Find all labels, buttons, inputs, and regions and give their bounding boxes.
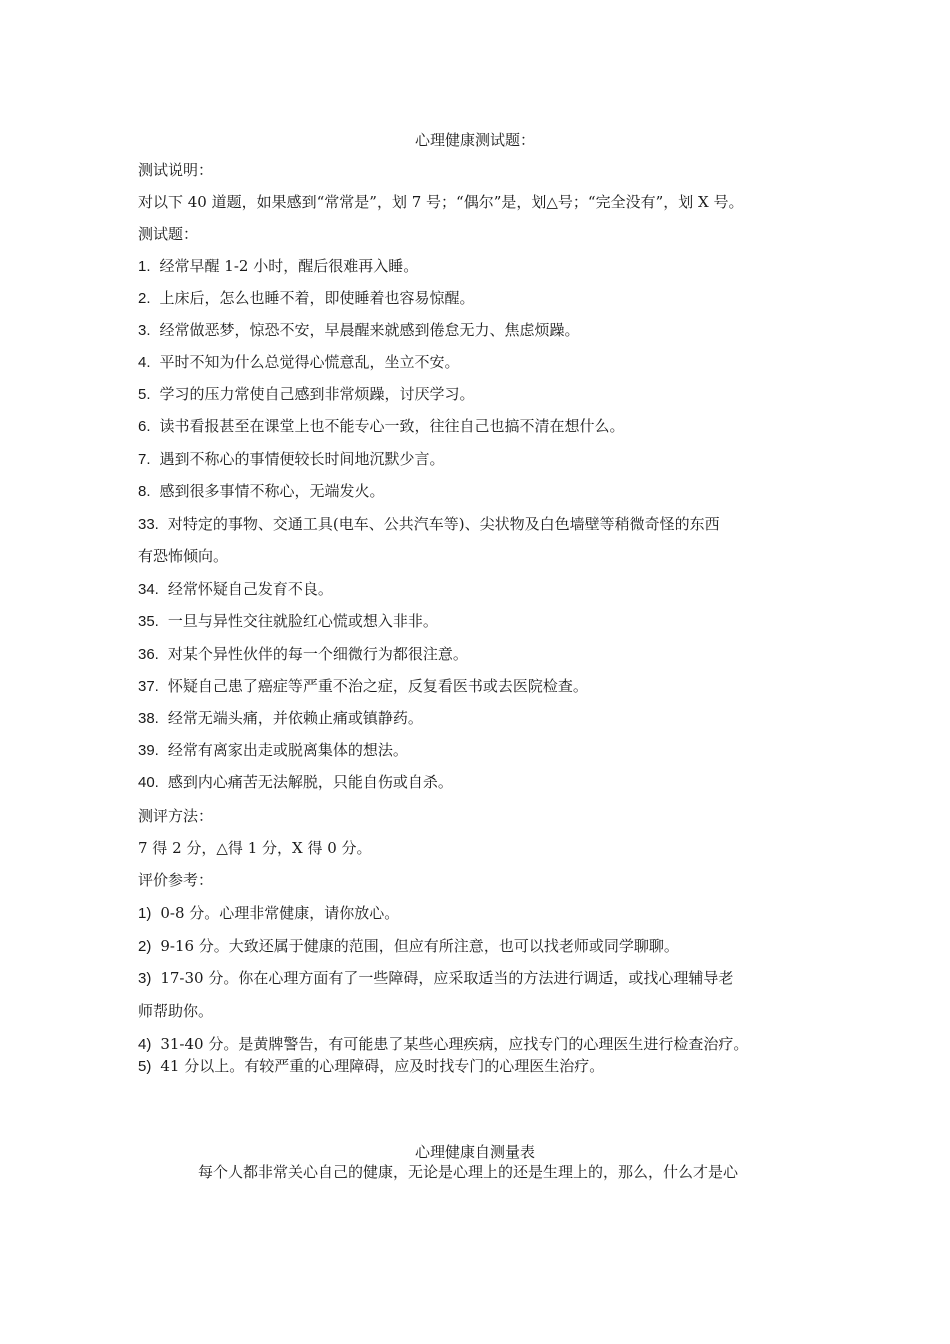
- question-text: 怀疑自己患了癌症等严重不治之症，反复看医书或去医院检查。: [167, 677, 588, 695]
- question-number: 37.: [138, 678, 159, 695]
- evaluation-item: [138, 936, 679, 957]
- question-item: [138, 644, 468, 665]
- question-number: 33.: [138, 516, 159, 533]
- question-text: 经常早醒 1-2 小时，醒后很难再入睡。: [159, 257, 419, 275]
- evaluation-text-continuation: 师帮助你。: [138, 1002, 214, 1020]
- evaluation-text: 0-8 分。心理非常健康，请你放心。: [160, 904, 400, 922]
- question-text: 遇到不称心的事情便较长时间地沉默少言。: [159, 450, 445, 468]
- question-item: [138, 579, 333, 600]
- question-number: 6.: [138, 418, 151, 435]
- question-item: [138, 708, 423, 729]
- question-text: 学习的压力常使自己感到非常烦躁，讨厌学习。: [159, 385, 475, 403]
- question-item: [138, 676, 588, 697]
- evaluation-item: [138, 903, 399, 924]
- evaluation-text: 17-30 分。你在心理方面有了一些障碍，应采取适当的方法进行调适，或找心理辅导老: [160, 969, 734, 987]
- evaluation-number: 1): [138, 905, 152, 922]
- question-number: 7.: [138, 451, 151, 468]
- question-number: 40.: [138, 774, 159, 791]
- evaluation-text: 41 分以上。有较严重的心理障碍，应及时找专门的心理医生治疗。: [160, 1057, 605, 1075]
- question-number: 4.: [138, 354, 151, 371]
- question-number: 36.: [138, 646, 159, 663]
- question-item: [138, 481, 385, 502]
- evaluation-text: 9-16 分。大致还属于健康的范围，但应有所注意，也可以找老师或同学聊聊。: [160, 937, 679, 955]
- question-item: [138, 384, 475, 405]
- intro-text: 对以下 40 道题，如果感到“常常是”，划 7 号；“偶尔”是，划△号；“完全没有”，划 X 号。: [138, 193, 744, 211]
- question-item: [138, 611, 438, 632]
- question-number: 1.: [138, 258, 151, 275]
- question-number: 3.: [138, 322, 151, 339]
- question-text: 感到内心痛苦无法解脱，只能自伤或自杀。: [167, 773, 453, 791]
- question-text: 一旦与异性交往就脸红心慌或想入非非。: [167, 612, 438, 630]
- question-text: 经常有离家出走或脱离集体的想法。: [167, 741, 408, 759]
- question-text: 对某个异性伙伴的每一个细微行为都很注意。: [167, 645, 468, 663]
- question-item: [138, 256, 418, 277]
- question-number: 8.: [138, 483, 151, 500]
- question-item: [138, 449, 445, 470]
- question-item: [138, 740, 408, 761]
- evaluation-item: [138, 1034, 748, 1055]
- page-title: 心理健康测试题：: [414, 131, 535, 149]
- question-text: 感到很多事情不称心，无端发火。: [159, 482, 385, 500]
- evaluation-heading: 评价参考：: [138, 871, 214, 889]
- section-title: 心理健康自测量表: [414, 1143, 535, 1161]
- question-number: 2.: [138, 290, 151, 307]
- question-text: 对特定的事物、交通工具(电车、公共汽车等)、尖状物及白色墙壁等稍微奇怪的东西: [167, 515, 720, 533]
- question-item: [138, 320, 580, 341]
- question-number: 39.: [138, 742, 159, 759]
- question-text: 上床后，怎么也睡不着，即使睡着也容易惊醒。: [159, 289, 475, 307]
- evaluation-number: 4): [138, 1036, 152, 1053]
- question-text-continuation: 有恐怖倾向。: [138, 547, 229, 565]
- question-number: 5.: [138, 386, 151, 403]
- question-item: [138, 514, 720, 535]
- question-number: 38.: [138, 710, 159, 727]
- question-text: 经常做恶梦，惊恐不安，早晨醒来就感到倦怠无力、焦虑烦躁。: [159, 321, 580, 339]
- evaluation-item: [138, 968, 733, 989]
- question-number: 35.: [138, 613, 159, 630]
- questions-heading: 测试题：: [138, 225, 199, 243]
- intro-heading: 测试说明：: [138, 161, 214, 179]
- question-item: [138, 416, 625, 437]
- evaluation-item: [138, 1056, 604, 1077]
- evaluation-text: 31-40 分。是黄牌警告，有可能患了某些心理疾病，应找专门的心理医生进行检查治疗。: [160, 1035, 749, 1053]
- question-item: [138, 288, 475, 309]
- question-text: 平时不知为什么总觉得心慌意乱，坐立不安。: [159, 353, 460, 371]
- scoring-text: 7 得 2 分，△得 1 分，X 得 0 分。: [138, 839, 372, 857]
- evaluation-number: 2): [138, 938, 152, 955]
- question-text: 读书看报甚至在课堂上也不能专心一致，往往自己也搞不清在想什么。: [159, 417, 625, 435]
- question-number: 34.: [138, 581, 159, 598]
- section-paragraph: 每个人都非常关心自己的健康，无论是心理上的还是生理上的，那么，什么才是心: [198, 1163, 739, 1181]
- evaluation-number: 3): [138, 970, 152, 987]
- scoring-heading: 测评方法：: [138, 807, 214, 825]
- question-text: 经常怀疑自己发育不良。: [167, 580, 333, 598]
- question-item: [138, 772, 453, 793]
- evaluation-number: 5): [138, 1058, 152, 1075]
- question-text: 经常无端头痛，并依赖止痛或镇静药。: [167, 709, 423, 727]
- question-item: [138, 352, 460, 373]
